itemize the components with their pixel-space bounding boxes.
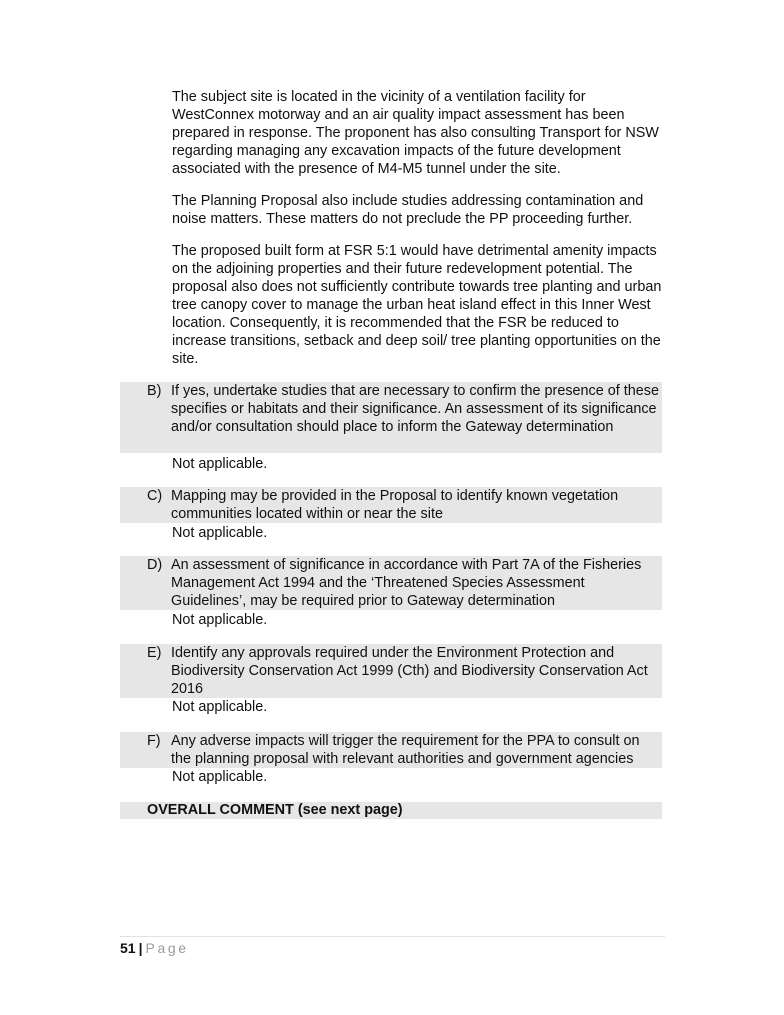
paragraph-ventilation-facility: The subject site is located in the vicinity of a ventilation facility for WestConnex motorway and an air quality impact assessment has been prepared in response. The proponent has also consulting Transport for NSW regarding managing any excavation impacts of the future development associated with the presence of M4-M5 tunnel under the site. (172, 89, 659, 177)
item-d-letter: D) (147, 557, 163, 573)
item-f-letter: F) (147, 733, 161, 749)
item-f-text: Any adverse impacts will trigger the requirement for the PPA to consult on the planning proposal with relevant authorities and government agencies (171, 733, 640, 767)
item-d-text: An assessment of significance in accordance with Part 7A of the Fisheries Management Act 1994 and the ‘Threatened Species Assessment Guidelines’, may be required prior to Gateway determination (171, 557, 642, 609)
paragraph-contamination-noise: The Planning Proposal also include studies addressing contamination and noise matters. These matters do not preclude the PP proceeding further. (172, 193, 644, 227)
page-footer (120, 939, 189, 957)
item-b-answer: Not applicable. (172, 456, 268, 472)
footer-divider (120, 936, 665, 937)
item-d-answer: Not applicable. (172, 612, 268, 628)
item-c-answer: Not applicable. (172, 525, 268, 541)
item-c-letter: C) (147, 488, 163, 504)
item-f-answer: Not applicable. (172, 769, 268, 785)
page-label: Page (145, 940, 189, 956)
item-b-letter: B) (147, 383, 162, 399)
overall-comment-heading: OVERALL COMMENT (see next page) (147, 802, 403, 818)
item-b-text: If yes, undertake studies that are necessary to confirm the presence of these specifies or habitats and their significance. An assessment of its significance and/or consultation should place to inform the Gateway determination (171, 383, 659, 435)
paragraph-built-form-fsr: The proposed built form at FSR 5:1 would have detrimental amenity impacts on the adjoining properties and their future redevelopment potential. The proposal also does not sufficiently contribute towards tree planting and urban tree canopy cover to manage the urban heat island effect in this Inner West location. Consequently, it is recommended that the FSR be reduced to increase transitions, setback and deep soil/ tree planting opportunities on the site. (172, 243, 662, 367)
item-e-answer: Not applicable. (172, 699, 268, 715)
item-e-letter: E) (147, 645, 162, 661)
item-c-text: Mapping may be provided in the Proposal to identify known vegetation communities located within or near the site (171, 488, 619, 522)
item-e-text: Identify any approvals required under the Environment Protection and Biodiversity Conservation Act 1999 (Cth) and Biodiversity Conservation Act 2016 (171, 645, 648, 697)
page-number: 51 (120, 940, 136, 956)
footer-separator: | (138, 940, 143, 956)
